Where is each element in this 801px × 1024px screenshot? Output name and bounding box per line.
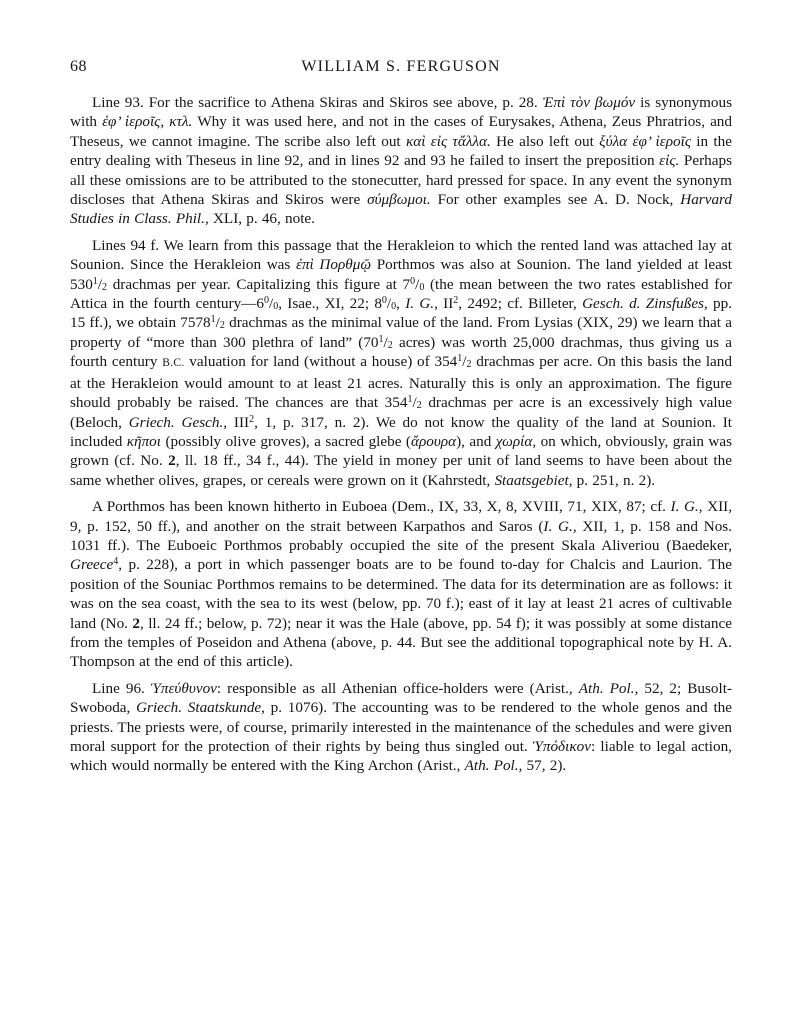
italic-citation: Griech. Staatskunde (136, 699, 262, 717)
italic-citation: Harvard Studies in Class. Phil. (70, 191, 732, 228)
paragraph-porthmos (70, 497, 732, 672)
small-caps-text: B.C. (162, 357, 185, 370)
text-run: / (268, 295, 274, 313)
text-run: , III (223, 413, 250, 431)
superscript: 0 (263, 295, 269, 307)
text-run: Line 93. For the sacrifice to Athena Skiras and Skiros see above, p. 28. (92, 94, 543, 111)
text-run: , ll. 24 ff.; below, p. 72); near it was the Hale (above, pp. 54 f); it was possibly at some distance from the temples of Poseidon and Athena (above, p. 44. But see the additional topographical note by H. A. Thompson at the end of this article). (70, 614, 732, 671)
subscript: 2 (387, 339, 393, 351)
text-body (70, 93, 732, 776)
text-run: : responsible as all Athenian office-holders were (Arist., (216, 679, 579, 697)
running-title: WILLIAM S. FERGUSON (301, 58, 501, 75)
greek-term: Ὑπεύθυνον (150, 679, 217, 697)
greek-term: ξύλα ἐφ’ ἱεροῖς (599, 132, 691, 150)
subscript: 2 (466, 359, 472, 371)
text-run: in the entry dealing with Theseus in line 92, and in lines 92 and 93 he failed to insert the preposition (70, 132, 732, 170)
text-run: , XLI, p. 46, note. (204, 210, 315, 228)
text-run: , p. 1076). The accounting was to be rendered to the whole genos and the priests. The priests were, of course, primarily interested in the maintenance of the schedules and were given moral support for the protection of their rights by being thus singled out. (70, 699, 732, 755)
italic-citation: Gesch. d. Zinsfußes (582, 295, 704, 313)
superscript: 0 (381, 295, 387, 307)
greek-term: ἄρουρα (410, 432, 457, 450)
superscript: 2 (453, 295, 459, 307)
text-run: For other examples see A. D. Nock, (430, 191, 681, 209)
text-run: / (386, 295, 392, 313)
text-run: Why it was used here, and not in the cases of Eurysakes, Athena, Zeus Phratrios, and Theseus, we cannot imagine. The scribe also left out (70, 113, 732, 150)
greek-term: ἐφ’ ἱεροῖς, κτλ. (102, 113, 193, 131)
greek-term: καὶ εἰς τἄλλα. (405, 132, 491, 150)
greek-term: σύμβωμοι. (367, 191, 431, 209)
text-run: / (97, 275, 103, 293)
superscript: 0 (410, 275, 416, 287)
greek-term: Ὑπόδικον (532, 738, 591, 755)
superscript: 1 (210, 314, 216, 326)
text-run: , 2492; cf. Billeter, (458, 295, 583, 313)
text-run: drachmas as the minimal value of the land. From Lysias (XIX, 29) we learn that a property of “more than 300 plethra of land” (70 (70, 314, 732, 351)
italic-citation: Greece (70, 556, 114, 574)
text-run: , on which, obviously, grain was grown (cf. No. (70, 432, 732, 470)
italic-citation: I. G. (405, 295, 435, 313)
italic-citation: I. G. (543, 517, 573, 535)
text-run: drachmas per acre. On this basis the land at the Herakleion would amount to at least 21 acres. Naturally this is only an approximation. The figure should probably be raised. The chances are that 354 (70, 353, 732, 412)
text-run: A Porthmos has been known hitherto in Euboea (Dem., IX, 33, X, 8, XVIII, 71, XIX, 87; cf. (92, 498, 671, 516)
text-run: , XII, 9, p. 152, 50 ff.), and another on the strait between Karpathos and Saros ( (70, 498, 732, 535)
text-run: , p. 251, n. 2). (568, 471, 656, 489)
paragraph-line-93 (70, 93, 732, 229)
text-run: He also left out (490, 132, 600, 150)
text-run: / (412, 394, 417, 412)
greek-term: Ἐπὶ τὸν βωμόν (542, 94, 636, 111)
text-run: / (215, 314, 220, 332)
text-run: (possibly olive groves), a sacred glebe ( (161, 432, 411, 450)
bold-number: 2 (168, 452, 176, 470)
text-run: / (415, 275, 420, 293)
superscript: 4 (113, 556, 119, 568)
italic-citation: Ath. Pol. (578, 679, 635, 697)
paragraph-line-96 (70, 679, 732, 776)
subscript: 0 (419, 281, 425, 293)
text-run: drachmas per acre is an excessively high value (Beloch, (70, 394, 732, 431)
text-run: is synonymous with (70, 94, 732, 131)
text-run: / (383, 333, 388, 351)
greek-term: κῆποι (126, 432, 161, 450)
superscript: 1 (378, 333, 384, 345)
text-run: Porthmos was also at Sounion. The land yielded at least 530 (70, 256, 733, 293)
text-run: , 57, 2). (518, 757, 567, 775)
italic-citation: I. G. (670, 498, 699, 516)
text-run: , 52, 2; Busolt-Swoboda, (70, 679, 732, 717)
bold-number: 2 (132, 614, 140, 632)
text-run: / (462, 353, 467, 371)
greek-term: εἰς. (659, 152, 680, 170)
text-run: , ll. 18 ff., 34 f., 44). The yield in money per unit of land seems to have been about the same whether olives, grapes, or cereals were grown on it (Kahrstedt, (70, 452, 732, 489)
text-run: drachmas per year. Capitalizing this figure at 7 (107, 275, 411, 293)
text-run: valuation for land (without a house) of 354 (184, 353, 458, 371)
italic-citation: Griech. Gesch. (128, 413, 224, 431)
text-run: Line 96. (92, 679, 151, 697)
superscript: 1 (457, 353, 463, 365)
subscript: 0 (391, 301, 397, 313)
subscript: 0 (273, 301, 279, 313)
subscript: 2 (219, 320, 225, 332)
text-run: , Isae., XI, 22; 8 (278, 295, 382, 313)
greek-term: ἐπὶ Πορθμῷ (295, 256, 372, 274)
text-run: Lines 94 f. We learn from this passage that the Herakleion to which the rented land was attached lay at Sounion. Since the Herakleion was (70, 236, 732, 274)
text-run: acres) was worth 25,000 drachmas, thus giving us a fourth century (70, 333, 732, 371)
running-head (70, 58, 732, 80)
superscript: 1 (92, 275, 98, 287)
text-run: , pp. 15 ff.), we obtain 7578 (70, 295, 733, 332)
text-run: , p. 228), a port in which passenger boats are to be found to-day for Chalcis and Laurion. The position of the Souniac Porthmos remains to be determined. The data for its determination are as follows: it was on the sea coast, with the sea to its west (below, pp. 70 f.); east of it lay at least 21 acres of cultivable land (No. (70, 556, 732, 632)
italic-citation: Ath. Pol. (464, 757, 519, 775)
greek-term: χωρία (495, 432, 533, 450)
italic-citation: Staatsgebiet (494, 471, 569, 489)
text-run: , (396, 295, 406, 313)
superscript: 2 (249, 413, 255, 425)
text-run: , XII, 1, p. 158 and Nos. 1031 ff.). The Euboeic Porthmos probably occupied the site of the present Skala Aliveriou (Baedeker, (70, 517, 732, 554)
text-run: Perhaps all these omissions are to be attributed to the stonecutter, hard pressed for space. In any event the synonym discloses that Athena Skiras and Skiros were (70, 152, 733, 209)
text-run: ), and (456, 432, 496, 450)
text-run: : liable to legal action, which would normally be entered with the King Archon (Arist., (70, 738, 732, 775)
subscript: 2 (416, 400, 422, 412)
text-run: , II (434, 295, 454, 313)
subscript: 2 (102, 281, 108, 293)
superscript: 1 (407, 394, 413, 406)
text-run: , 1, p. 317, n. 2). We do not know the quality of the land at Sounion. It included (70, 413, 732, 450)
paragraph-lines-94f (70, 236, 732, 490)
text-run: (the mean between the two rates established for Attica in the fourth century—6 (70, 275, 732, 313)
page-number: 68 (70, 58, 87, 75)
